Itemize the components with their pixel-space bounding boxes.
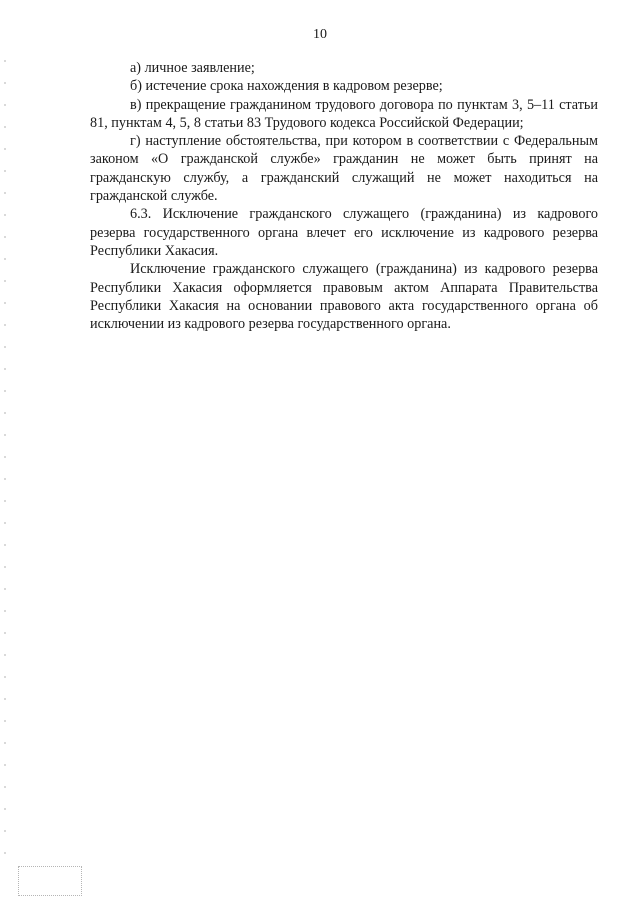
document-body	[90, 59, 598, 333]
list-item-v: в) прекращение гражданином трудового договора по пунктам 3, 5–11 статьи 81, пунктам 4, 5, 8 статьи 83 Трудового кодекса Российской Федерации;	[90, 96, 598, 131]
closing-paragraph: Исключение гражданского служащего (гражданина) из кадрового резерва Республики Хакасия оформляется правовым актом Аппарата Правительства Республики Хакасия на основании правового акта государственного органа об исключении из кадрового резерва государственного органа.	[90, 261, 598, 333]
list-item-a: а) личное заявление;	[130, 60, 255, 76]
clause-6-3: 6.3. Исключение гражданского служащего (гражданина) из кадрового резерва государственного органа влечет его исключение из кадрового резерва Республики Хакасия.	[90, 206, 598, 259]
scan-edge-artifact	[4, 60, 6, 860]
list-item-b: б) истечение срока нахождения в кадровом резерве;	[130, 78, 443, 95]
page-number: 10	[313, 27, 327, 42]
stamp-mark	[18, 866, 82, 896]
list-item-g: г) наступление обстоятельства, при котором в соответствии с Федеральным законом «О гражданской службе» гражданин не может быть принят на гражданскую службу, а гражданский служащий не может находиться на гражданской службе.	[90, 133, 598, 205]
